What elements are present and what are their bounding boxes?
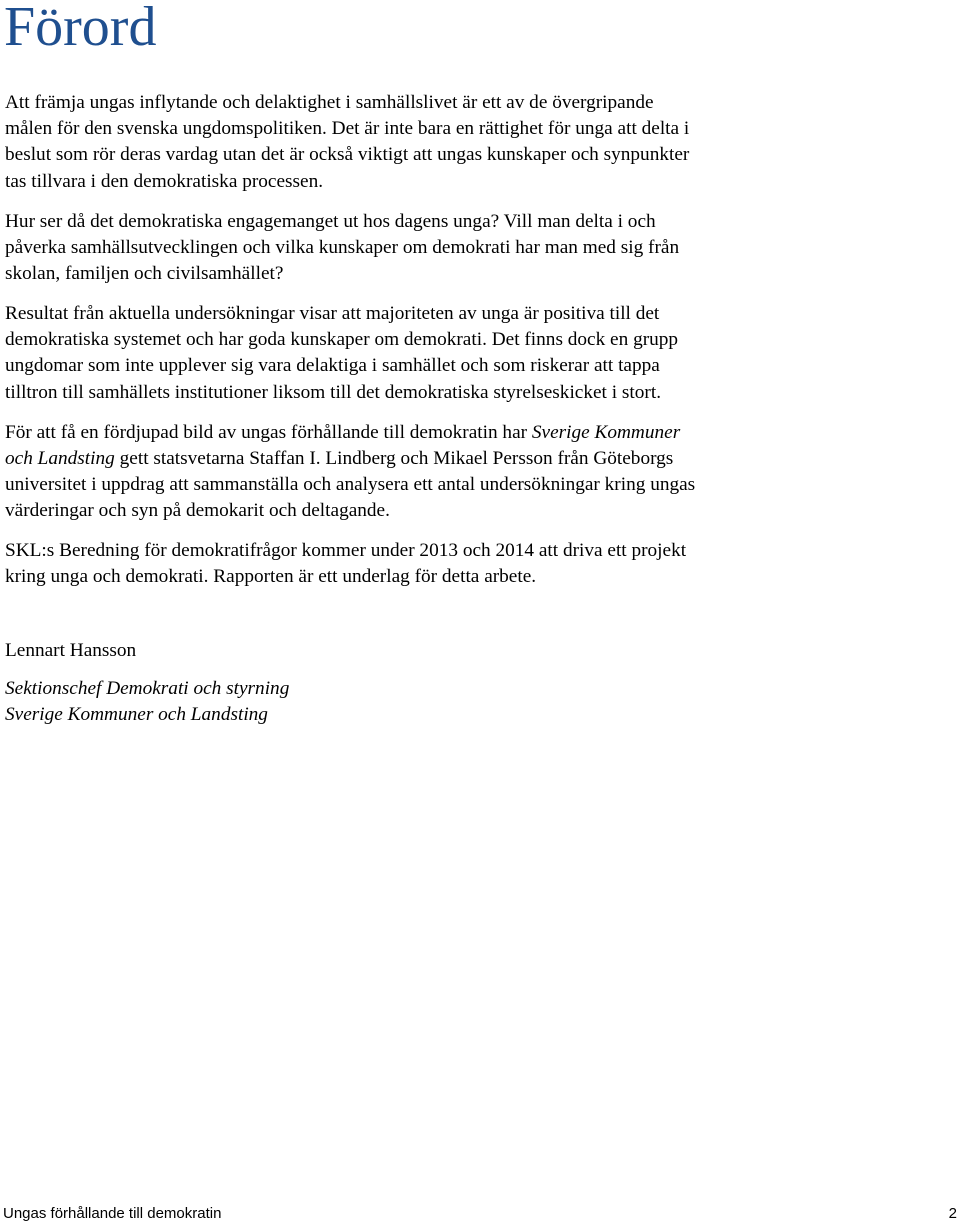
signature-role-text: Sektionschef Demokrati och styrning	[5, 677, 290, 699]
paragraph-5	[5, 538, 825, 590]
paragraph-line: beslut som rör deras vardag utan det är också viktigt att ungas kunskaper och synpunkter	[5, 144, 690, 166]
signature-spacer	[5, 591, 825, 638]
footer-page-number: 2	[948, 1205, 957, 1222]
page-title: Förord	[4, 0, 157, 58]
paragraph-text: För att få en fördjupad bild av ungas förhållande till demokratin har	[5, 421, 532, 443]
paragraph-line: SKL:s Beredning för demokratifrågor kommer under 2013 och 2014 att driva ett projekt	[5, 540, 687, 562]
paragraph-4	[5, 420, 825, 525]
paragraph-line: demokratiska systemet och har goda kunskaper om demokrati. Det finns dock en grupp	[5, 329, 679, 351]
paragraph-line: värderingar och syn på demokarit och deltagande.	[5, 500, 390, 522]
footer-document-title: Ungas förhållande till demokratin	[3, 1205, 222, 1222]
paragraph-line: Resultat från aktuella undersökningar visar att majoriteten av unga är positiva till det	[5, 303, 660, 325]
paragraph-line: Hur ser då det demokratiska engagemanget ut hos dagens unga? Vill man delta i och	[5, 210, 656, 232]
paragraph-line: målen för den svenska ungdomspolitiken. Det är inte bara en rättighet för unga att delta i	[5, 118, 690, 140]
document-body	[5, 90, 825, 728]
paragraph-line: skolan, familjen och civilsamhället?	[5, 263, 284, 285]
signature-role	[5, 676, 825, 702]
signature-name: Lennart Hansson	[5, 639, 137, 661]
signature-gap	[5, 664, 825, 676]
paragraph-line: Att främja ungas inflytande och delaktighet i samhällslivet är ett av de övergripande	[5, 92, 654, 113]
paragraph-2	[5, 209, 825, 288]
paragraph-line: tilltron till samhällets institutioner liksom till det demokratiska styrelseskicket i stort.	[5, 381, 662, 403]
paragraph-1	[5, 90, 825, 195]
paragraph-3	[5, 301, 825, 406]
organization-name-italic: Sverige Kommuner	[531, 421, 681, 443]
paragraph-text: gett statsvetarna Staffan I. Lindberg och Mikael Persson från Göteborgs	[114, 447, 674, 469]
signature-organization	[5, 702, 825, 728]
paragraph-line: ungdomar som inte upplever sig vara delaktiga i samhället och som riskerar att tappa	[5, 355, 660, 377]
paragraph-line: påverka samhällsutvecklingen och vilka kunskaper om demokrati har man med sig från	[5, 236, 680, 258]
paragraph-line: tas tillvara i den demokratiska processen.	[5, 170, 324, 192]
organization-name-italic: och Landsting	[5, 447, 115, 469]
paragraph-line: kring unga och demokrati. Rapporten är ett underlag för detta arbete.	[5, 566, 537, 588]
signature-organization-text: Sverige Kommuner och Landsting	[5, 704, 268, 726]
paragraph-line: universitet i uppdrag att sammanställa och analysera ett antal undersökningar kring ungas	[5, 474, 696, 496]
